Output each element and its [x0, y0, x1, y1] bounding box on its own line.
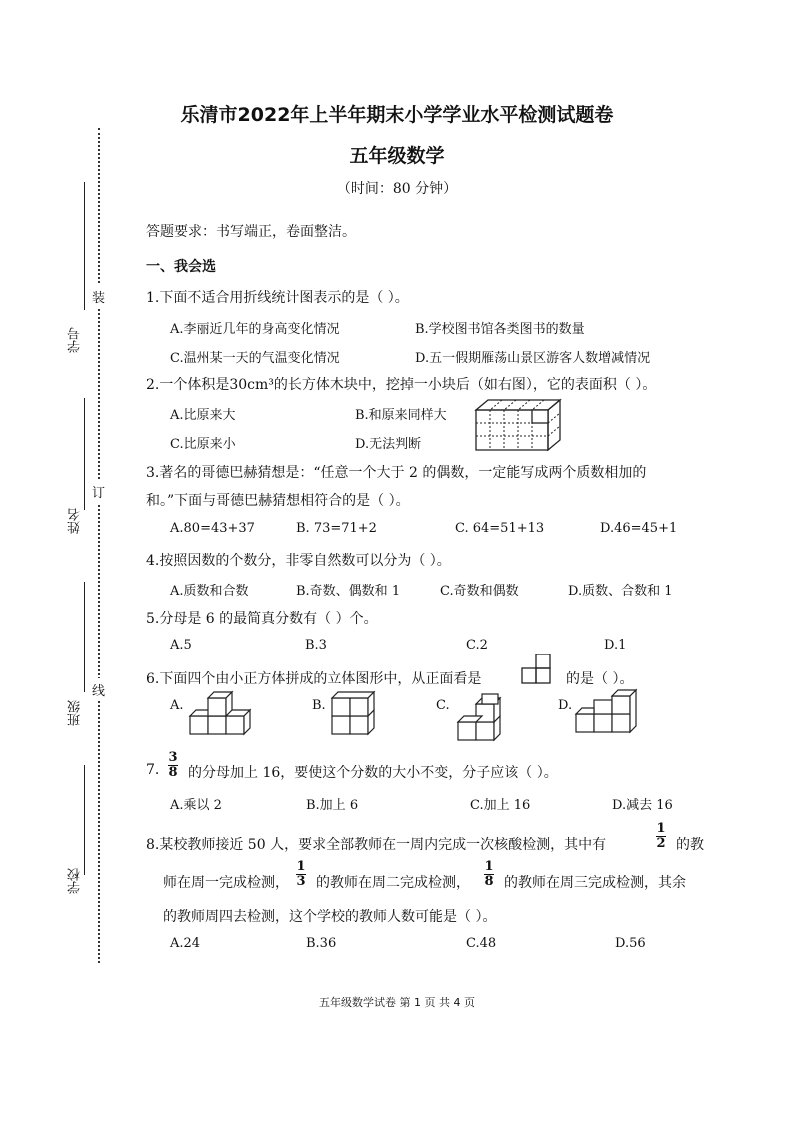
q8-option-a[interactable]: A.24: [170, 936, 201, 951]
binding-mark-zhuang: 装: [92, 285, 105, 308]
q6-option-c-figure: [454, 690, 510, 746]
q1-option-b[interactable]: B.学校图书馆各类图书的数量: [415, 322, 585, 337]
question-8-line3: 的教师周四去检测，这个学校的教师人数可能是（ ）。: [163, 909, 497, 925]
front-view-figure: [520, 654, 554, 686]
q7-option-a[interactable]: A.乘以 2: [170, 798, 222, 813]
q3-option-d[interactable]: D.46=45+1: [600, 521, 678, 536]
q3-option-b[interactable]: B. 73=71+2: [296, 521, 377, 536]
q5-option-a[interactable]: A.5: [170, 638, 192, 653]
binding-dotted-line: [98, 128, 100, 963]
question-6-stem: 6.下面四个由小正方体拼成的立体图形中，从正面看是: [146, 671, 482, 687]
question-8-line1-end: 的教: [676, 837, 704, 853]
q8-f1-num: 1: [656, 821, 666, 836]
question-6-stem-end: 的是（ ）。: [566, 671, 634, 687]
q2-option-d[interactable]: D.无法判断: [355, 437, 422, 452]
student-id-label: 学号: [68, 327, 83, 353]
question-7-stem: 的分母加上 16，要使这个分数的大小不变，分子应该（ ）。: [188, 765, 558, 781]
section-heading: 一、我会选: [146, 259, 216, 275]
q1-option-a[interactable]: A.李丽近几年的身高变化情况: [170, 322, 340, 337]
q3-option-a[interactable]: A.80=43+37: [170, 521, 255, 536]
q6-option-b-figure: [330, 690, 382, 742]
question-2-stem: 2.一个体积是30cm³的长方体木块中，挖掉一小块后（如右图），它的表面积（ ）。: [146, 377, 657, 393]
q2-option-b[interactable]: B.和原来同样大: [355, 408, 447, 423]
q7-fraction-num: 3: [168, 750, 178, 765]
question-4-stem: 4.按照因数的个数分，非零自然数可以分为（ ）。: [146, 553, 451, 569]
q7-option-d[interactable]: D.减去 16: [612, 798, 673, 813]
q8-f1-den: 2: [656, 836, 666, 851]
q6-option-d[interactable]: D.: [558, 698, 573, 713]
cuboid-figure: [474, 396, 566, 454]
class-label: 班级: [68, 700, 83, 726]
q6-option-b[interactable]: B.: [312, 698, 326, 713]
page-footer: 五年级数学试卷 第 1 页 共 4 页: [319, 996, 475, 1009]
q8-f2-num: 1: [296, 859, 306, 874]
binding-mark-xian: 线: [92, 678, 105, 701]
question-3-stem: 3.著名的哥德巴赫猜想是：“任意一个大于 2 的偶数，一定能写成两个质数相加的: [146, 465, 647, 481]
q2-option-c[interactable]: C.比原来小: [170, 437, 236, 452]
q1-option-c[interactable]: C.温州某一天的气温变化情况: [170, 351, 340, 366]
q8-f2-den: 3: [296, 874, 306, 889]
question-3-stem-cont: 和。”下面与哥德巴赫猜想相符合的是（ ）。: [146, 493, 410, 509]
school-label: 学校: [68, 868, 83, 894]
q8-option-b[interactable]: B.36: [306, 936, 337, 951]
q7-fraction: [164, 751, 182, 780]
question-8-line2b: 的教师在周二完成检测，: [316, 875, 470, 891]
q7-fraction-den: 8: [168, 765, 178, 780]
q6-option-a[interactable]: A.: [170, 698, 184, 713]
q3-option-c[interactable]: C. 64=51+13: [455, 521, 545, 536]
q4-option-d[interactable]: D.质数、合数和 1: [568, 584, 673, 599]
q8-fraction-half: [652, 822, 670, 851]
answer-requirements: 答题要求：书写端正，卷面整洁。: [146, 224, 356, 240]
q2-option-a[interactable]: A.比原来大: [170, 408, 236, 423]
q8-option-d[interactable]: D.56: [615, 936, 646, 951]
q8-f3-den: 8: [484, 874, 494, 889]
q1-option-d[interactable]: D.五一假期雁荡山景区游客人数增减情况: [415, 351, 651, 366]
q6-option-c[interactable]: C.: [436, 698, 450, 713]
q5-option-c[interactable]: C.2: [466, 638, 488, 653]
class-line[interactable]: [84, 582, 85, 692]
q6-option-d-figure: [574, 688, 638, 740]
question-8-line2c: 的教师在周三完成检测，其余: [504, 875, 686, 891]
question-8-line1: 8.某校教师接近 50 人，要求全部教师在一周内完成一次核酸检测，其中有: [146, 837, 607, 853]
q5-option-b[interactable]: B.3: [305, 638, 327, 653]
binding-mark-ding: 订: [92, 480, 105, 503]
q7-option-c[interactable]: C.加上 16: [470, 798, 531, 813]
q4-option-b[interactable]: B.奇数、偶数和 1: [296, 584, 401, 599]
question-8-line2a: 师在周一完成检测，: [163, 875, 289, 891]
q6-option-a-figure: [188, 690, 252, 742]
q8-fraction-eighth: [480, 860, 498, 889]
question-7-number: 7.: [146, 762, 160, 778]
exam-title: 乐清市2022年上半年期末小学学业水平检测试题卷: [180, 104, 614, 126]
question-1-stem: 1.下面不适合用折线统计图表示的是（ ）。: [146, 290, 409, 306]
exam-subject: 五年级数学: [349, 145, 445, 167]
q8-option-c[interactable]: C.48: [466, 936, 497, 951]
student-id-line[interactable]: [84, 182, 85, 310]
q8-f3-num: 1: [484, 859, 494, 874]
name-line[interactable]: [84, 398, 85, 510]
q4-option-a[interactable]: A.质数和合数: [170, 584, 249, 599]
q7-option-b[interactable]: B.加上 6: [306, 798, 359, 813]
school-line[interactable]: [84, 765, 85, 875]
q8-fraction-third: [292, 860, 310, 889]
name-label: 姓名: [68, 508, 83, 534]
q5-option-d[interactable]: D.1: [604, 638, 627, 653]
exam-time: （时间：80 分钟）: [336, 181, 458, 197]
question-5-stem: 5.分母是 6 的最简真分数有（ ）个。: [146, 611, 378, 627]
q4-option-c[interactable]: C.奇数和偶数: [440, 584, 519, 599]
